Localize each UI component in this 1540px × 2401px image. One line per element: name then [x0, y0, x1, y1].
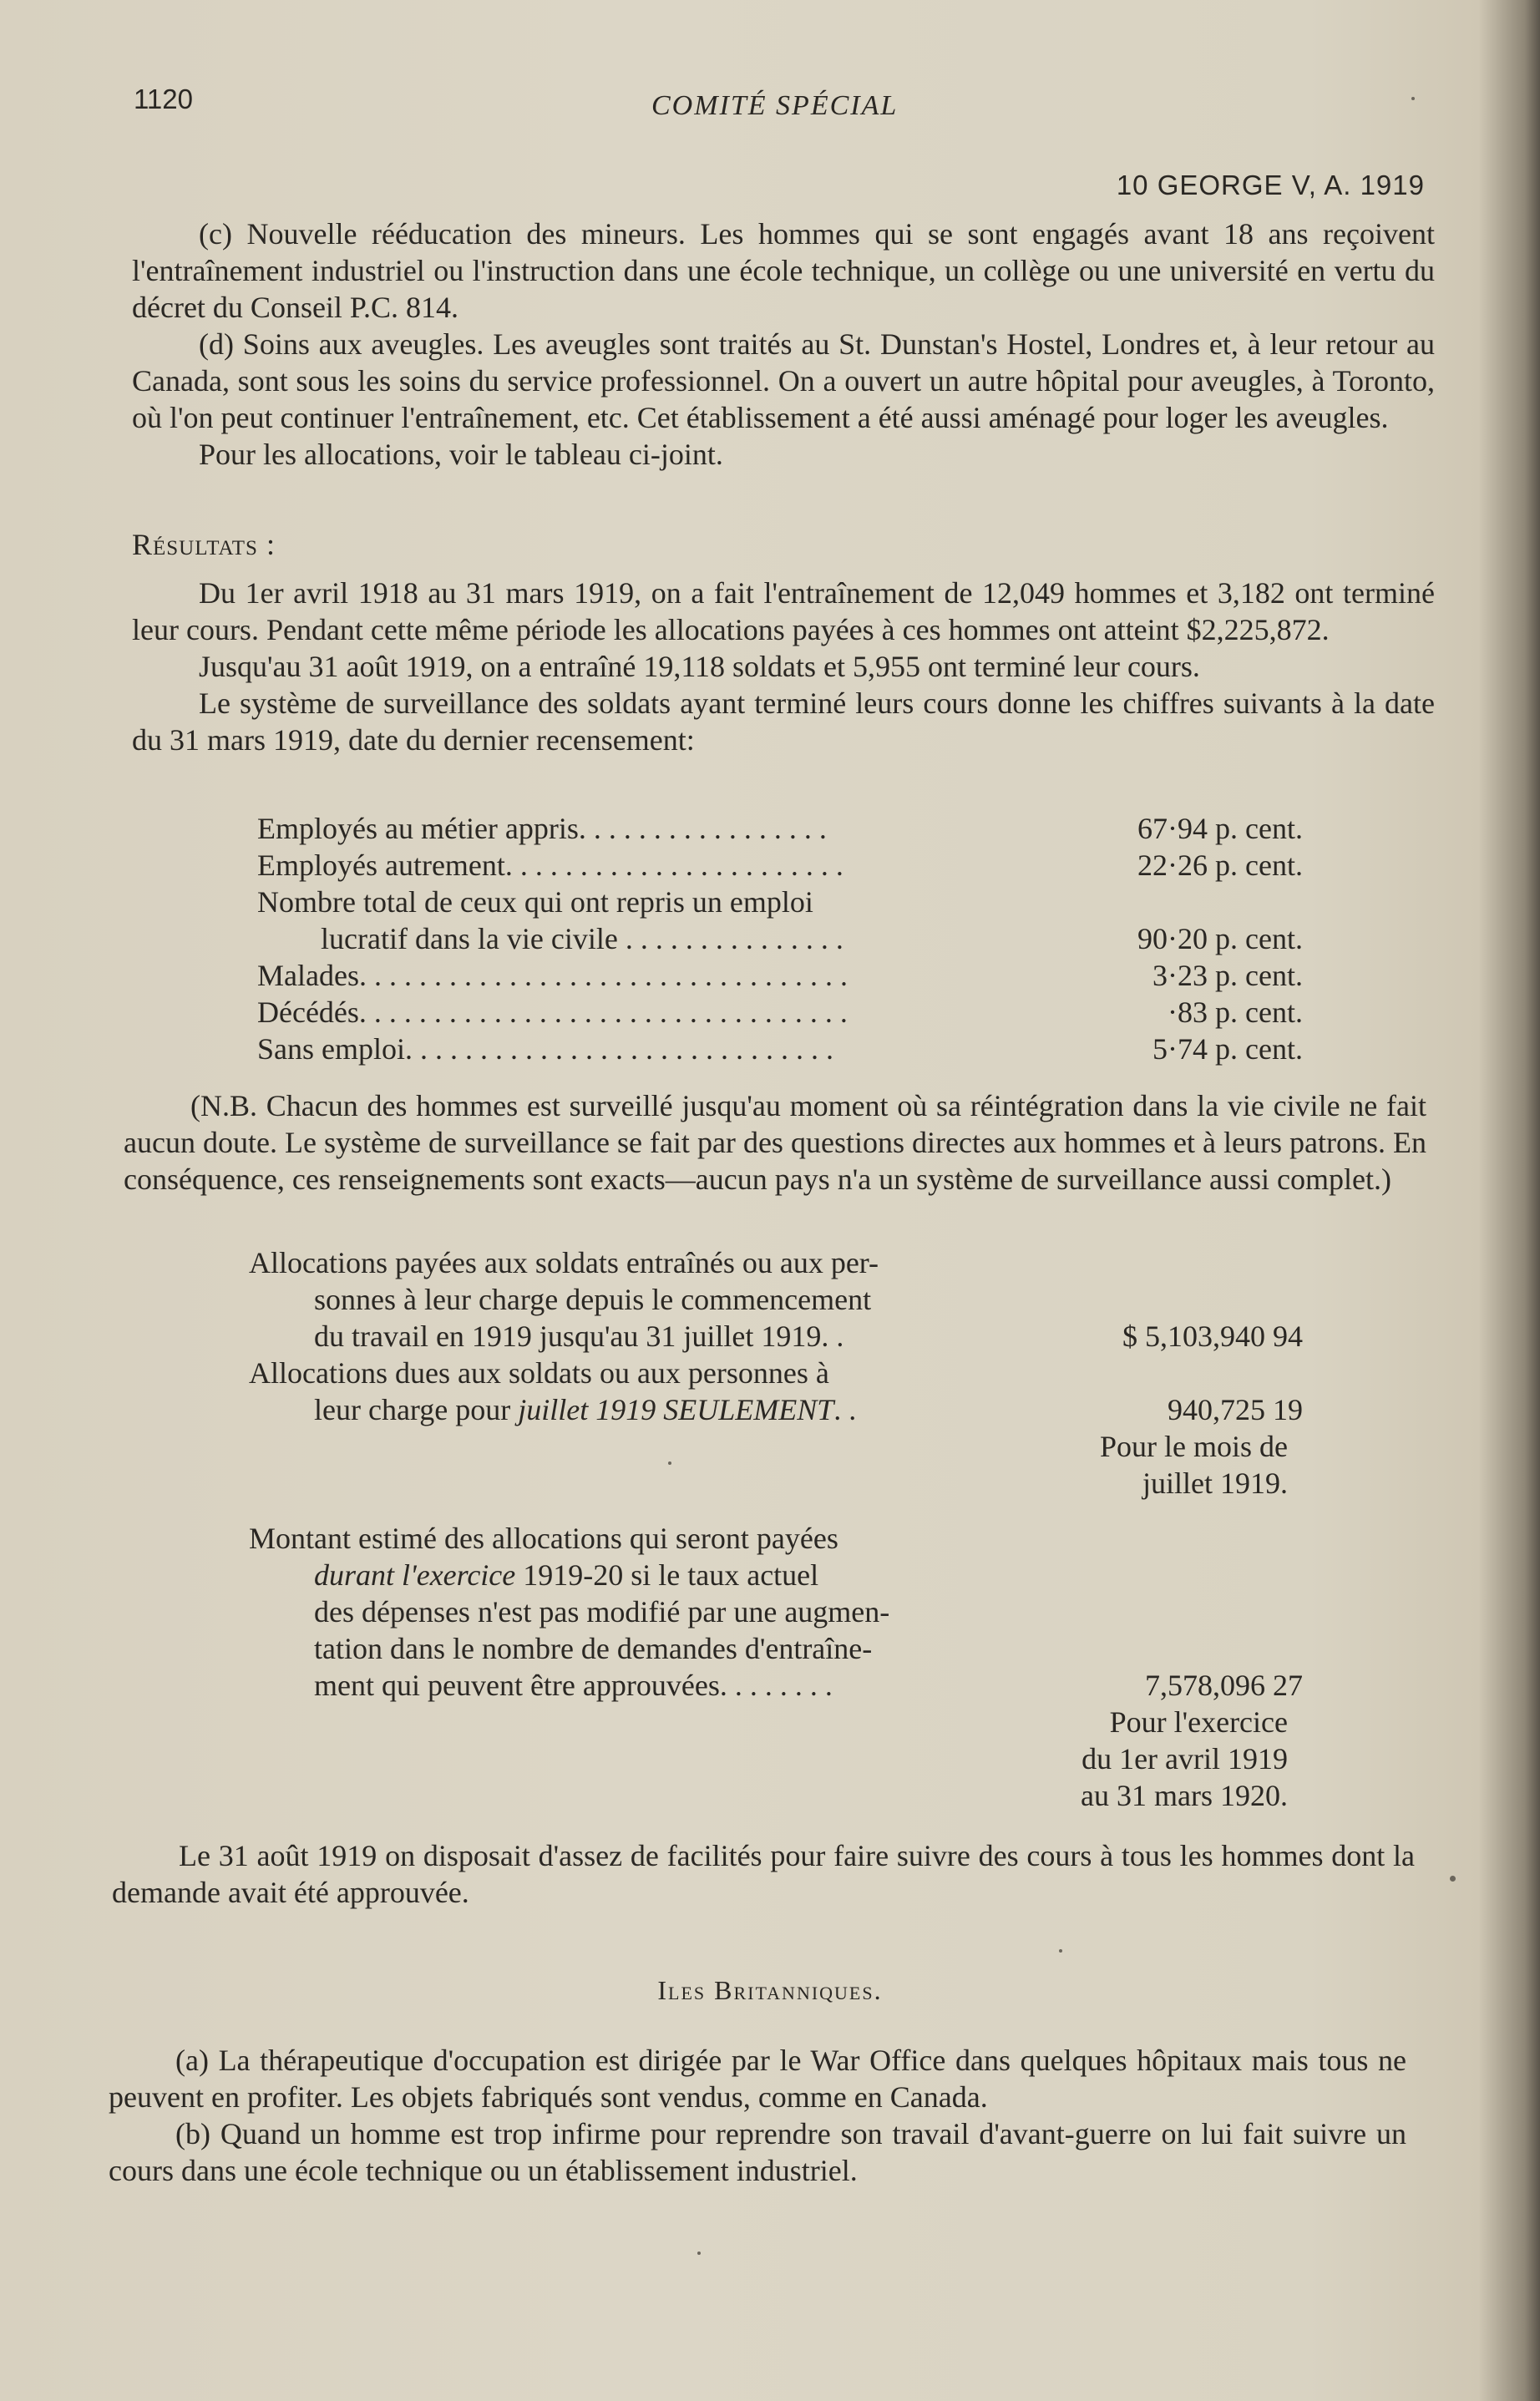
allocation-line: [249, 1520, 1303, 1557]
page-number: 1120: [134, 84, 193, 114]
allocation-line: [249, 1667, 1303, 1704]
stat-label: Malades. . . . . . . . . . . . . . . . . . . . . . . . . . . . . . . . .: [257, 959, 848, 992]
closing-section: [112, 1837, 1415, 1911]
stat-value: [1086, 884, 1303, 920]
stat-label: lucratif dans la vie civile . . . . . . . . . . . . . . .: [321, 922, 843, 955]
stat-value: 22·26 p. cent.: [1137, 848, 1303, 882]
results-heading: Résultats :: [132, 528, 276, 561]
allocation-text: [314, 1557, 818, 1593]
results-paragraph-1: Du 1er avril 1918 au 31 mars 1919, on a fait l'entraînement de 12,049 hommes et 3,182 ont terminé leur cours. Pendant cette même période les allocations payées à ces hommes ont atteint $2,225,872.: [132, 576, 1435, 646]
allocation-text: ment qui peuvent être approuvées. . . . . . . .: [314, 1669, 833, 1702]
british-paragraph-b: (b) Quand un homme est trop infirme pour reprendre son travail d'avant-guerre on lui fait suivre un cours dans une école technique ou un établissement industriel.: [109, 2117, 1406, 2187]
british-paragraph-a: (a) La thérapeutique d'occupation est dirigée par le War Office dans quelques hôpitaux mais tous ne peuvent en profiter. Les objets fabriqués sont vendus, comme en Canada.: [109, 2044, 1406, 2114]
stat-row: [257, 1031, 1303, 1067]
print-speck: [1411, 97, 1415, 100]
allocation-emphasis: juillet 1919 SEULEMENT: [518, 1393, 834, 1426]
stat-value: 3·23 p. cent.: [1152, 959, 1303, 992]
allocation-line: [249, 1593, 1303, 1630]
stat-value: 5·74 p. cent.: [1152, 1032, 1303, 1066]
results-paragraph-2: Jusqu'au 31 août 1919, on a entraîné 19,118 soldats et 5,955 ont terminé leur cours.: [199, 650, 1200, 683]
allocation-amount: 7,578,096 27: [1145, 1669, 1303, 1702]
allocation-line: [249, 1244, 1303, 1281]
closing-paragraph: Le 31 août 1919 on disposait d'assez de facilités pour faire suivre des cours à tous les hommes dont la demande avait été approuvée.: [112, 1839, 1415, 1909]
allocation-text: Allocations payées aux soldats entraînés ou aux per-: [249, 1246, 879, 1279]
allocation-note: Pour l'exercice: [1109, 1705, 1288, 1739]
allocation-text-part: leur charge pour: [314, 1393, 519, 1426]
paragraph-c-d: [132, 215, 1435, 473]
nb-paragraph: (N.B. Chacun des hommes est surveillé jusqu'au moment où sa réintégration dans la vie civile ne fait aucun doute. Le système de surveillance se fait par des questions directes aux hommes et à leurs patrons. En conséquence, ces renseignements sont exacts—aucun pays n'a un système de surveillance aussi complet.): [124, 1089, 1426, 1196]
allocation-line: [249, 1391, 1303, 1428]
allocation-amount: 940,725 19: [1168, 1393, 1303, 1426]
allocation-text: Allocations dues aux soldats ou aux personnes à: [249, 1356, 829, 1390]
allocation-text-part: 1919-20 si le taux actuel: [515, 1558, 819, 1592]
allocation-note: Pour le mois de: [1100, 1430, 1288, 1463]
stat-value: 67·94 p. cent.: [1137, 812, 1303, 845]
stat-row: [257, 884, 1303, 920]
nb-note: [124, 1087, 1426, 1198]
allocation-note: au 31 mars 1920.: [1081, 1779, 1288, 1812]
stat-label: Employés autrement. . . . . . . . . . . . . . . . . . . . . . .: [257, 848, 843, 882]
allocation-text: du travail en 1919 jusqu'au 31 juillet 1919. .: [314, 1320, 844, 1353]
session-label: 10 GEORGE V, A. 1919: [1116, 170, 1425, 200]
stat-value: 90·20 p. cent.: [1137, 922, 1303, 955]
stat-label: Nombre total de ceux qui ont repris un emploi: [257, 885, 813, 919]
stat-value: ·83 p. cent.: [1168, 995, 1303, 1029]
paragraph-d: (d) Soins aux aveugles. Les aveugles sont traités au St. Dunstan's Hostel, Londres et, à leur retour au Canada, sont sous les soins du service professionnel. On a ouvert un autre hôpital pour aveugles, à Toronto, où l'on peut continuer l'entraînement, etc. Cet établissement a été aussi aménagé pour loger les aveugles.: [132, 327, 1435, 434]
paragraph-c: (c) Nouvelle rééducation des mineurs. Les hommes qui se sont engagés avant 18 ans reçoivent l'entraînement industriel ou l'instruction dans une école technique, un collège ou une université en vertu du décret du Conseil P.C. 814.: [132, 217, 1435, 324]
allocation-line: [249, 1281, 1303, 1318]
stat-row: [257, 957, 1303, 994]
stat-row: [257, 994, 1303, 1031]
stat-row: [257, 810, 1303, 847]
british-isles-heading: Iles Britanniques.: [657, 1975, 883, 2005]
allocation-emphasis: durant l'exercice: [314, 1558, 516, 1592]
print-speck: [1059, 1949, 1062, 1953]
allocation-text: [314, 1391, 856, 1428]
allocation-text: des dépenses n'est pas modifié par une augmen-: [314, 1595, 890, 1629]
allocation-line: [249, 1318, 1303, 1355]
allocation-line: [249, 1557, 1303, 1593]
print-speck: [668, 1461, 671, 1465]
results-section: [132, 526, 1435, 758]
statistics-table: [257, 810, 1303, 1067]
allocation-note: juillet 1919.: [1142, 1466, 1288, 1500]
allocation-text: tation dans le nombre de demandes d'entraîne-: [314, 1632, 873, 1665]
stat-label: Employés au métier appris. . . . . . . . . . . . . . . . .: [257, 812, 827, 845]
allocation-line: [249, 1630, 1303, 1667]
allocation-text: sonnes à leur charge depuis le commencement: [314, 1283, 872, 1316]
stat-label: Décédés. . . . . . . . . . . . . . . . . . . . . . . . . . . . . . . . .: [257, 995, 848, 1029]
allocation-text-part: . .: [833, 1393, 857, 1426]
allocation-note: du 1er avril 1919: [1082, 1742, 1288, 1775]
allocation-text: Montant estimé des allocations qui seront payées: [249, 1522, 838, 1555]
print-speck: [697, 2252, 701, 2255]
running-title: COMITÉ SPÉCIAL: [651, 90, 899, 121]
results-paragraph-3: Le système de surveillance des soldats ayant terminé leurs cours donne les chiffres suivants à la date du 31 mars 1919, date du dernier recensement:: [132, 686, 1435, 757]
stat-row: [257, 847, 1303, 884]
allocations-table: [249, 1244, 1303, 1814]
stat-row: [257, 920, 1303, 957]
print-speck: [1450, 1876, 1456, 1882]
stat-label: Sans emploi. . . . . . . . . . . . . . . . . . . . . . . . . . . . .: [257, 1032, 833, 1066]
allocation-amount: $ 5,103,940 94: [1122, 1320, 1303, 1353]
allocation-line: [249, 1355, 1303, 1391]
allocations-reference: Pour les allocations, voir le tableau ci-joint.: [199, 438, 723, 471]
british-isles-section: [109, 2042, 1406, 2189]
